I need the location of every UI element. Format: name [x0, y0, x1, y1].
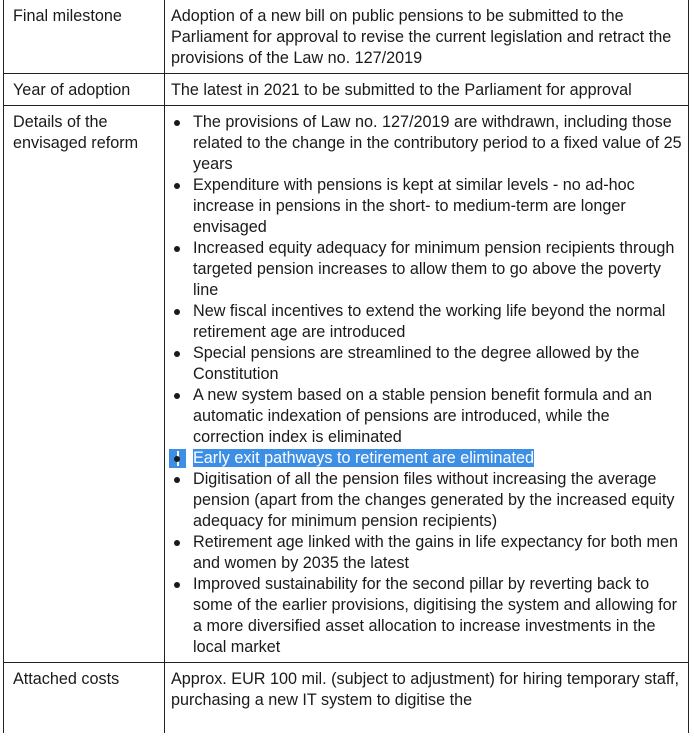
bullet-item — [171, 238, 682, 301]
value-attached-costs: Approx. EUR 100 mil. (subject to adjustment) for hiring temporary staff, purchasing a new IT system to digitise the — [165, 663, 689, 734]
bullet-item — [171, 343, 682, 385]
details-bullet-list — [171, 112, 682, 658]
label-details: Details of the envisaged reform — [4, 106, 165, 663]
bullet-item-selected[interactable] — [171, 448, 682, 469]
value-details — [165, 106, 689, 663]
bullet-item — [171, 175, 682, 238]
bullet-text: Digitisation of all the pension files without increasing the average pension (apart from the changes generated by the increased equity adequacy for minimum pension recipients) — [193, 470, 675, 530]
bullet-item — [171, 469, 682, 532]
reform-table — [3, 0, 689, 733]
bullet-text: Improved sustainability for the second pillar by reverting back to some of the earlier provisions, digitising the system and allowing for a more diversified asset allocation to increase investments in the local market — [193, 575, 678, 656]
bullet-item — [171, 301, 682, 343]
value-final-milestone: Adoption of a new bill on public pensions to be submitted to the Parliament for approval to revise the current legislation and retract the provisions of the Law no. 127/2019 — [165, 0, 689, 74]
bullet-text: Special pensions are streamlined to the degree allowed by the Constitution — [193, 344, 640, 383]
label-attached-costs: Attached costs — [4, 663, 165, 734]
row-details — [4, 106, 689, 663]
selected-bullet-text[interactable]: Early exit pathways to retirement are eliminated — [193, 449, 534, 467]
row-year-of-adoption — [4, 74, 689, 106]
row-attached-costs — [4, 663, 689, 734]
bullet-text: Increased equity adequacy for minimum pension recipients through targeted pension increases to allow them to go above the poverty line — [193, 239, 675, 299]
row-final-milestone — [4, 0, 689, 74]
bullet-text: The provisions of Law no. 127/2019 are withdrawn, including those related to the change in the contributory period to a fixed value of 25 years — [193, 113, 682, 173]
bullet-item — [171, 112, 682, 175]
label-year-of-adoption: Year of adoption — [4, 74, 165, 106]
bullet-item — [171, 385, 682, 448]
bullet-text: New fiscal incentives to extend the working life beyond the normal retirement age are introduced — [193, 302, 666, 341]
bullet-text: Retirement age linked with the gains in life expectancy for both men and women by 2035 the latest — [193, 533, 678, 572]
bullet-item — [171, 574, 682, 658]
value-year-of-adoption: The latest in 2021 to be submitted to the Parliament for approval — [165, 74, 689, 106]
bullet-item — [171, 532, 682, 574]
bullet-text: Expenditure with pensions is kept at similar levels - no ad-hoc increase in pensions in the short- to medium-term are longer envisaged — [193, 176, 635, 236]
label-final-milestone: Final milestone — [4, 0, 165, 74]
bullet-text: A new system based on a stable pension benefit formula and an automatic indexation of pensions are introduced, while the correction index is eliminated — [193, 386, 652, 446]
